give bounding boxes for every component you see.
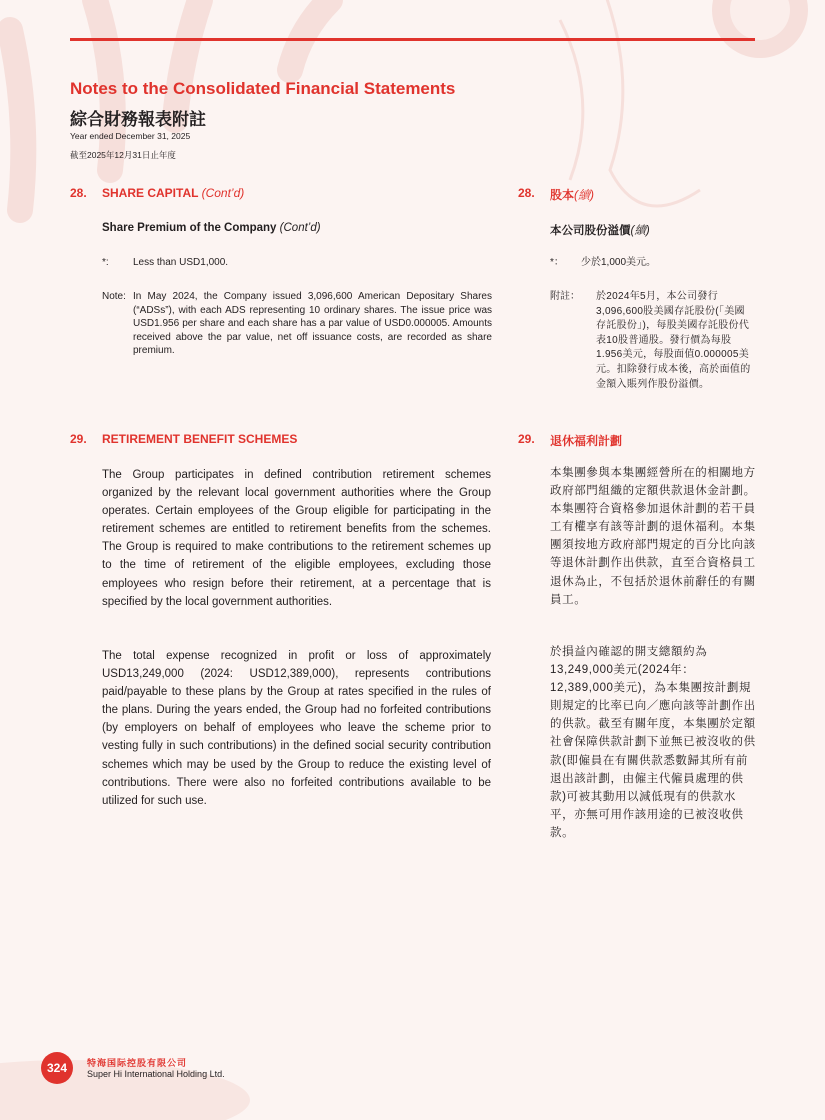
retirement-paragraph-1-chinese: 本集團參與本集團經營所在的相關地方政府部門組織的定額供款退休金計劃。本集團符合資格參加退休計劃的若干員工有權享有該等計劃的退休福利。本集團須按地方政府部門規定的百分比向該等退休計劃作出供款，直至合資格員工退休為止，不包括於退休前辭任的有關員工。 bbox=[550, 467, 756, 606]
section-29-title: RETIREMENT BENEFIT SCHEMES bbox=[102, 432, 298, 446]
page-title: Notes to the Consolidated Financial Statements bbox=[70, 79, 456, 98]
section-28-title-chinese-text: 股本 bbox=[550, 188, 575, 202]
section-28-title-cont: (Cont’d) bbox=[201, 186, 245, 200]
retirement-paragraph-2-chinese: 於損益內確認的開支總額約為13,249,000美元(2024年：12,389,000美元)，為本集團按計劃規則規定的比率已向／應向該等計劃作出的供款。截至有關年度，本集團於定額社會保障供款計劃下並無已被沒收的供款(即僱員在有關供款悉數歸其所有前退出該計劃，由僱主代僱員處理的供款)可被其動用以減低現有的供款水平，亦無可用作該用途的已被沒收供款。 bbox=[550, 646, 756, 839]
company-name-chinese: 特海国际控股有限公司 bbox=[87, 1058, 188, 1068]
period-label: Year ended December 31, 2025 bbox=[70, 131, 191, 141]
footnote-text-chinese: 少於1,000美元。 bbox=[581, 257, 657, 268]
footnote-mark: *: bbox=[102, 257, 109, 268]
share-premium-subtitle bbox=[102, 222, 321, 234]
footnote-text: Less than USD1,000. bbox=[133, 257, 229, 268]
note-label-chinese: 附註： bbox=[550, 291, 580, 302]
page-number-badge: 324 bbox=[41, 1052, 73, 1084]
note-text: In May 2024, the Company issued 3,096,600 American Depositary Shares (“ADSs”), with each ADS representing 10 ordinary shares. The issue price was USD1.956 per share and each share has a par value of USD0.000005. Amounts received above the par value, net off issuance costs, are recorded as share premium. bbox=[133, 291, 492, 357]
company-name: Super Hi International Holding Ltd. bbox=[87, 1069, 225, 1079]
retirement-paragraph-2: The total expense recognized in profit or loss of approximately USD13,249,000 (2024: USD12,389,000), represents contributions paid/payable to these plans by the Group at rates specified in the rules of the plans. During the years ended, the Group had no forfeited contributions (by employers on behalf of employees who leave the scheme prior to vesting fully in such contributions) in the defined social security contribution schemes which may be used by the Group to reduce the existing level of contributions. There were also no forfeited contributions available to be utilized for such use. bbox=[102, 650, 491, 807]
share-premium-subtitle-chinese bbox=[550, 222, 650, 238]
section-28-title-chinese bbox=[550, 186, 594, 203]
note-block-chinese bbox=[550, 290, 755, 392]
footnote-mark-chinese: *： bbox=[550, 257, 564, 268]
share-premium-subtitle-chinese-text: 本公司股份溢價 bbox=[550, 225, 631, 237]
period-label-chinese: 截至2025年12月31日止年度 bbox=[70, 150, 176, 160]
header-rule bbox=[70, 38, 755, 41]
section-29-number-chinese: 29. bbox=[518, 432, 535, 446]
share-premium-subtitle-chinese-cont: (續) bbox=[630, 225, 650, 237]
page-title-chinese: 綜合財務報表附註 bbox=[70, 110, 206, 129]
retirement-paragraph-1: The Group participates in defined contribution retirement schemes organized by the relevant local government authorities where the Group operates. Certain employees of the Group eligible for participating in the retirement schemes are entitled to retirement benefits from the schemes. The Group is required to make contributions to the retirement schemes up to the time of retirement of the eligible employees, excluding those employees who resign before their retirement, at a percentage that is specified by the local government authorities. bbox=[102, 469, 491, 608]
note-block bbox=[102, 290, 492, 358]
section-28-title-chinese-cont: (續) bbox=[574, 188, 595, 202]
note-text-chinese: 於2024年5月，本公司發行3,096,600股美國存託股份(「美國存託股份」)，每股美國存託股份代表10股普通股。發行價為每股1.956美元，每股面值0.000005美元。扣除發行成本後，高於面值的金額入賬列作股份溢價。 bbox=[596, 291, 751, 390]
section-28-number: 28. bbox=[70, 186, 87, 200]
section-29-number: 29. bbox=[70, 432, 87, 446]
note-label: Note: bbox=[102, 291, 126, 302]
section-28-number-chinese: 28. bbox=[518, 186, 535, 200]
share-premium-subtitle-text: Share Premium of the Company bbox=[102, 222, 277, 234]
section-29-title-chinese: 退休福利計劃 bbox=[550, 434, 623, 448]
section-28-title bbox=[102, 186, 244, 200]
section-28-title-text: SHARE CAPITAL bbox=[102, 186, 199, 200]
share-premium-subtitle-cont: (Cont’d) bbox=[279, 222, 321, 234]
